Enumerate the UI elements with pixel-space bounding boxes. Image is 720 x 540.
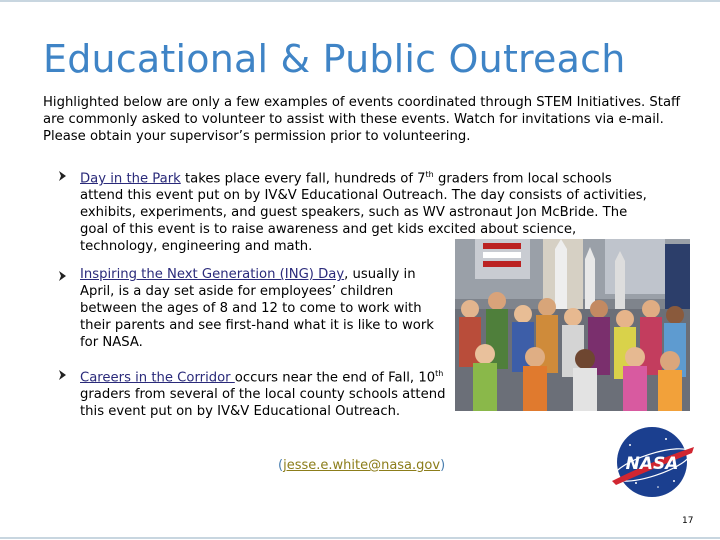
bullet-line xyxy=(80,365,460,386)
bullet-careers-in-the-corridor xyxy=(80,365,460,420)
email-link[interactable]: jesse.e.white@nasa.gov xyxy=(283,458,441,473)
bullet-line: technology, engineering and math. xyxy=(80,239,313,255)
arrow-bullet-icon xyxy=(58,270,68,282)
group-photo-image xyxy=(455,239,690,411)
top-border xyxy=(0,0,720,2)
bullet-ing-day xyxy=(80,266,455,351)
arrow-bullet-icon xyxy=(58,369,68,381)
page-number: 17 xyxy=(682,516,694,526)
ing-day-link[interactable]: Inspiring the Next Generation (ING) Day xyxy=(80,267,345,282)
nasa-logo-icon xyxy=(608,425,696,499)
bullet-line: their parents and see first-hand what it is like to work xyxy=(80,318,434,333)
bullet-text-span: graders from local schools xyxy=(433,171,612,187)
bullet-line: attend this event put on by IV&V Educational Outreach. The day consists of activities, xyxy=(80,188,647,204)
superscript: th xyxy=(425,170,434,179)
bullet-text-span: occurs near the end of Fall, 10 xyxy=(234,370,436,386)
bullet-line xyxy=(80,166,700,187)
paren: ) xyxy=(440,458,446,473)
bullet-line: exhibits, experiments, and guest speakers, such as WV astronaut Jon McBride. The xyxy=(80,205,628,221)
bullet-line: graders from several of the local county schools attend xyxy=(80,387,446,403)
careers-in-the-corridor-link[interactable]: Careers in the Corridor xyxy=(80,370,235,386)
slide-title: Educational & Public Outreach xyxy=(43,37,626,81)
arrow-bullet-icon xyxy=(58,170,68,182)
bullet-line xyxy=(80,266,455,283)
bullet-line: April, is a day set aside for employees’ children xyxy=(80,284,394,299)
day-in-the-park-link[interactable]: Day in the Park xyxy=(80,171,181,187)
contact-email xyxy=(278,457,445,474)
nasa-logo-text: NASA xyxy=(625,454,679,474)
intro-paragraph: Highlighted below are only a few examples of events coordinated through STEM Initiatives. Staff are commonly asked to volunteer to assist with these events. Watch for invitations via e-mail. Please obtain your supervisor’s permission prior to volunteering. xyxy=(43,95,681,144)
bottom-border xyxy=(0,537,720,539)
bullet-text-span: takes place every fall, hundreds of 7 xyxy=(180,171,426,187)
bullet-line: goal of this event is to raise awareness and get kids excited about science, xyxy=(80,222,577,238)
bullet-line: this event put on by IV&V Educational Outreach. xyxy=(80,404,401,420)
superscript: th xyxy=(435,369,444,378)
bullet-line: between the ages of 8 and 12 to come to work with xyxy=(80,301,422,316)
paren: ( xyxy=(278,458,284,473)
bullet-line: for NASA. xyxy=(80,335,143,350)
bullet-text-span: , usually in xyxy=(344,267,416,282)
